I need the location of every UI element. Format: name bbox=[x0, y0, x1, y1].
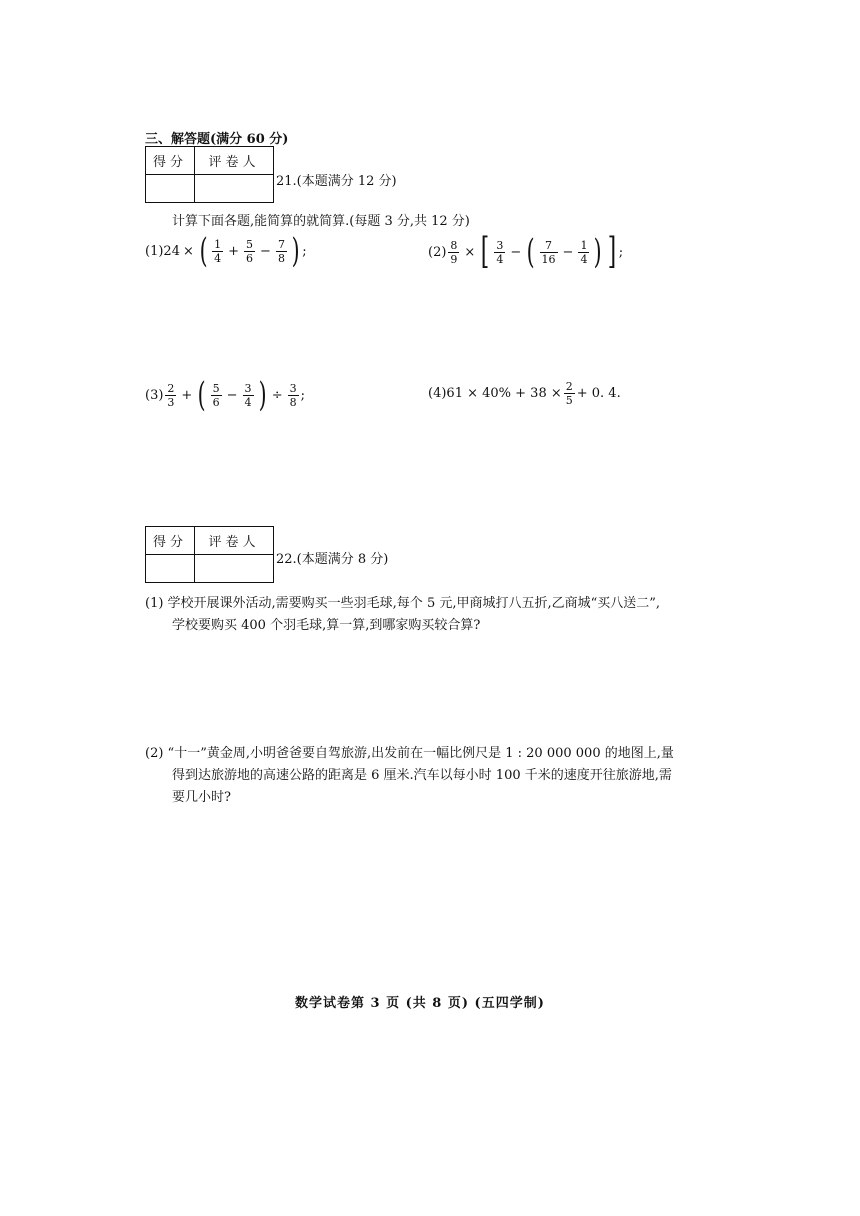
fraction: $\frac{2}{5}$ bbox=[565, 380, 573, 407]
score-cell[interactable] bbox=[146, 175, 195, 203]
q22-p2-line1: (2) “十一”黄金周,小明爸爸要自驾旅游,出发前在一幅比例尺是 1 : 20 000 000 的地图上,量 bbox=[145, 746, 674, 761]
fraction: $\frac{2}{3}$ bbox=[167, 381, 175, 409]
fraction: $\frac{1}{4}$ bbox=[580, 238, 588, 266]
problem-1 bbox=[145, 231, 307, 271]
q22-p2-line2: 得到达旅游地的高速公路的距离是 6 厘米.汽车以每小时 100 千米的速度开往旅游地,需 bbox=[172, 768, 672, 783]
q21-instruction: 计算下面各题,能简算的就简算.(每题 3 分,共 12 分) bbox=[172, 214, 470, 229]
number: 24 bbox=[163, 243, 180, 259]
fraction: $\frac{3}{4}$ bbox=[496, 238, 504, 266]
score-label: 得分 bbox=[146, 527, 195, 555]
punctuation: ; bbox=[618, 244, 624, 260]
section-title: 三、解答题(满分 60 分) bbox=[145, 132, 289, 147]
operator: + bbox=[228, 243, 240, 259]
problem-4 bbox=[428, 380, 621, 407]
problem-label: (1) bbox=[145, 243, 164, 259]
q22-p1-line2: 学校要购买 400 个羽毛球,算一算,到哪家购买较合算? bbox=[172, 618, 481, 633]
problem-2 bbox=[428, 231, 624, 272]
right-paren: ) bbox=[291, 231, 300, 271]
score-box-22 bbox=[145, 526, 274, 583]
right-bracket: ] bbox=[607, 231, 616, 272]
fraction: $\frac{3}{4}$ bbox=[244, 381, 252, 409]
grader-cell[interactable] bbox=[195, 175, 274, 203]
page-footer: 数学试卷第 3 页 (共 8 页) (五四学制) bbox=[295, 996, 545, 1011]
score-cell[interactable] bbox=[146, 555, 195, 583]
operator: − bbox=[226, 387, 238, 403]
fraction: $\frac{8}{9}$ bbox=[450, 238, 458, 266]
problem-3 bbox=[145, 375, 306, 415]
score-label: 得分 bbox=[146, 147, 195, 175]
left-bracket: [ bbox=[481, 231, 490, 272]
operator: + bbox=[181, 387, 193, 403]
fraction: $\frac{1}{4}$ bbox=[214, 237, 222, 265]
fraction: $\frac{5}{6}$ bbox=[246, 237, 254, 265]
q22-title: 22.(本题满分 8 分) bbox=[276, 552, 389, 567]
operator: × bbox=[464, 244, 476, 260]
left-paren: ( bbox=[526, 232, 535, 272]
fraction: $\frac{7}{8}$ bbox=[277, 237, 285, 265]
expression: 61 × 40% + 38 × bbox=[446, 386, 562, 401]
punctuation: ; bbox=[300, 387, 306, 403]
fraction: $\frac{3}{8}$ bbox=[289, 381, 297, 409]
q22-p1-line1: (1) 学校开展课外活动,需要购买一些羽毛球,每个 5 元,甲商城打八五折,乙商城“买八送二”, bbox=[145, 596, 661, 611]
problem-label: (3) bbox=[145, 387, 164, 403]
problem-label: (4) bbox=[428, 386, 447, 401]
operator: − bbox=[260, 243, 271, 259]
fraction: $\frac{7}{16}$ bbox=[541, 238, 556, 266]
right-paren: ) bbox=[258, 375, 267, 415]
punctuation: ; bbox=[302, 243, 307, 259]
q22-p2-line3: 要几小时? bbox=[172, 790, 231, 805]
left-paren: ( bbox=[199, 231, 208, 271]
score-box-21 bbox=[145, 146, 274, 203]
q21-title: 21.(本题满分 12 分) bbox=[276, 174, 397, 189]
operator: ÷ bbox=[271, 387, 283, 403]
problem-label: (2) bbox=[428, 244, 447, 260]
operator: × bbox=[182, 243, 194, 259]
left-paren: ( bbox=[197, 375, 206, 415]
grader-cell[interactable] bbox=[195, 555, 274, 583]
grader-label: 评卷人 bbox=[195, 527, 274, 555]
operator: − bbox=[510, 244, 522, 260]
expression: + 0. 4. bbox=[576, 386, 621, 401]
operator: − bbox=[562, 244, 574, 260]
right-paren: ) bbox=[594, 232, 603, 272]
fraction: $\frac{5}{6}$ bbox=[212, 381, 220, 409]
grader-label: 评卷人 bbox=[195, 147, 274, 175]
